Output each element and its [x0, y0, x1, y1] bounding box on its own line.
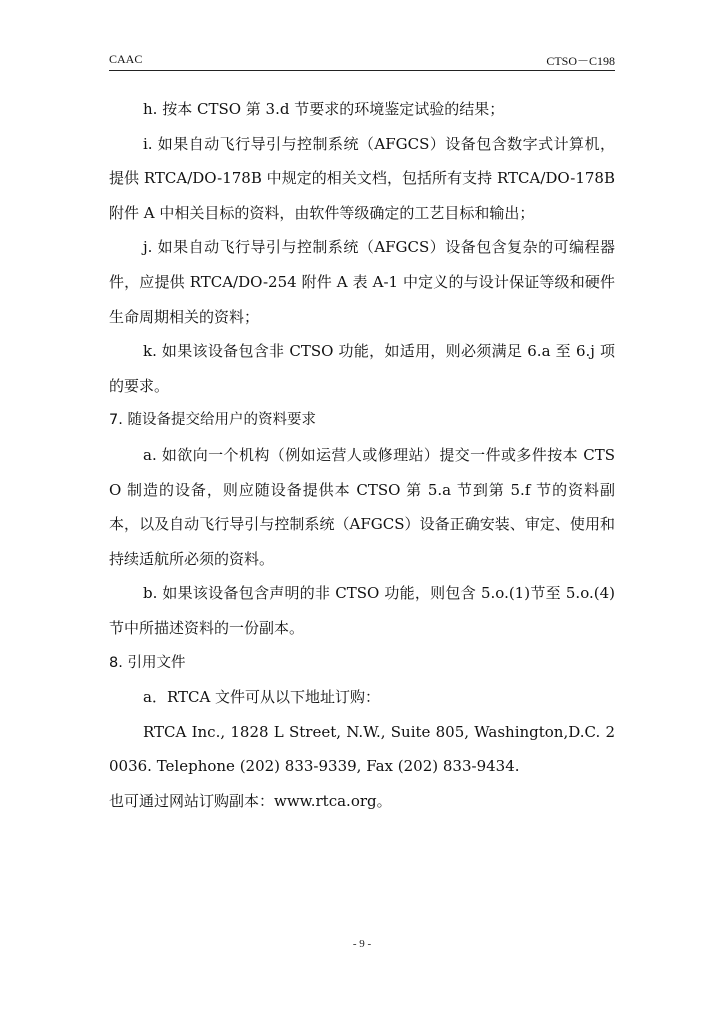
- header-org: CAAC: [109, 52, 143, 66]
- document-body: [109, 92, 615, 818]
- item-i-paragraph: i. 如果自动飞行导引与控制系统（AFGCS）设备包含数字式计算机，提供 RTCA/DO-178B 中规定的相关文档，包括所有支持 RTCA/DO-178B 附件 A 中相关目标的资料，由软件等级确定的工艺目标和输出；: [109, 134, 615, 222]
- item-k-paragraph: k. 如果该设备包含非 CTSO 功能，如适用，则必须满足 6.a 至 6.j 项的要求。: [109, 342, 615, 395]
- section-7-item-a: a. 如欲向一个机构（例如运营人或修理站）提交一件或多件按本 CTSO 制造的设备，则应随设备提供本 CTSO 第 5.a 节到第 5.f 节的资料副本，以及自动飞行导引与控制系统（AFGCS）设备正确安装、审定、使用和持续适航所必须的资料。: [109, 445, 615, 568]
- header-doc-id: CTSO－C198: [546, 54, 615, 68]
- rtca-website-note: 也可通过网站订购副本：www.rtca.org。: [109, 791, 392, 810]
- page-header: [109, 52, 615, 70]
- rtca-address: RTCA Inc., 1828 L Street, N.W., Suite 805, Washington,D.C. 20036. Telephone (202) 833-9339, Fax (202) 833-9434.: [109, 722, 615, 776]
- section-7-item-b: b. 如果该设备包含声明的非 CTSO 功能，则包含 5.o.(1)节至 5.o.(4)节中所描述资料的一份副本。: [109, 584, 615, 637]
- section-8-heading: 8. 引用文件: [109, 654, 186, 671]
- section-8-item-a: a．RTCA 文件可从以下地址订购：: [143, 688, 381, 707]
- item-h-paragraph: h. 按本 CTSO 第 3.d 节要求的环境鉴定试验的结果；: [143, 100, 505, 118]
- item-j-paragraph: j. 如果自动飞行导引与控制系统（AFGCS）设备包含复杂的可编程器件，应提供 RTCA/DO-254 附件 A 表 A-1 中定义的与设计保证等级和硬件生命周期相关的资料；: [109, 238, 615, 326]
- page-number: - 9 -: [352, 938, 372, 950]
- section-7-heading: 7. 随设备提交给用户的资料要求: [109, 412, 316, 429]
- header-divider: [109, 70, 615, 71]
